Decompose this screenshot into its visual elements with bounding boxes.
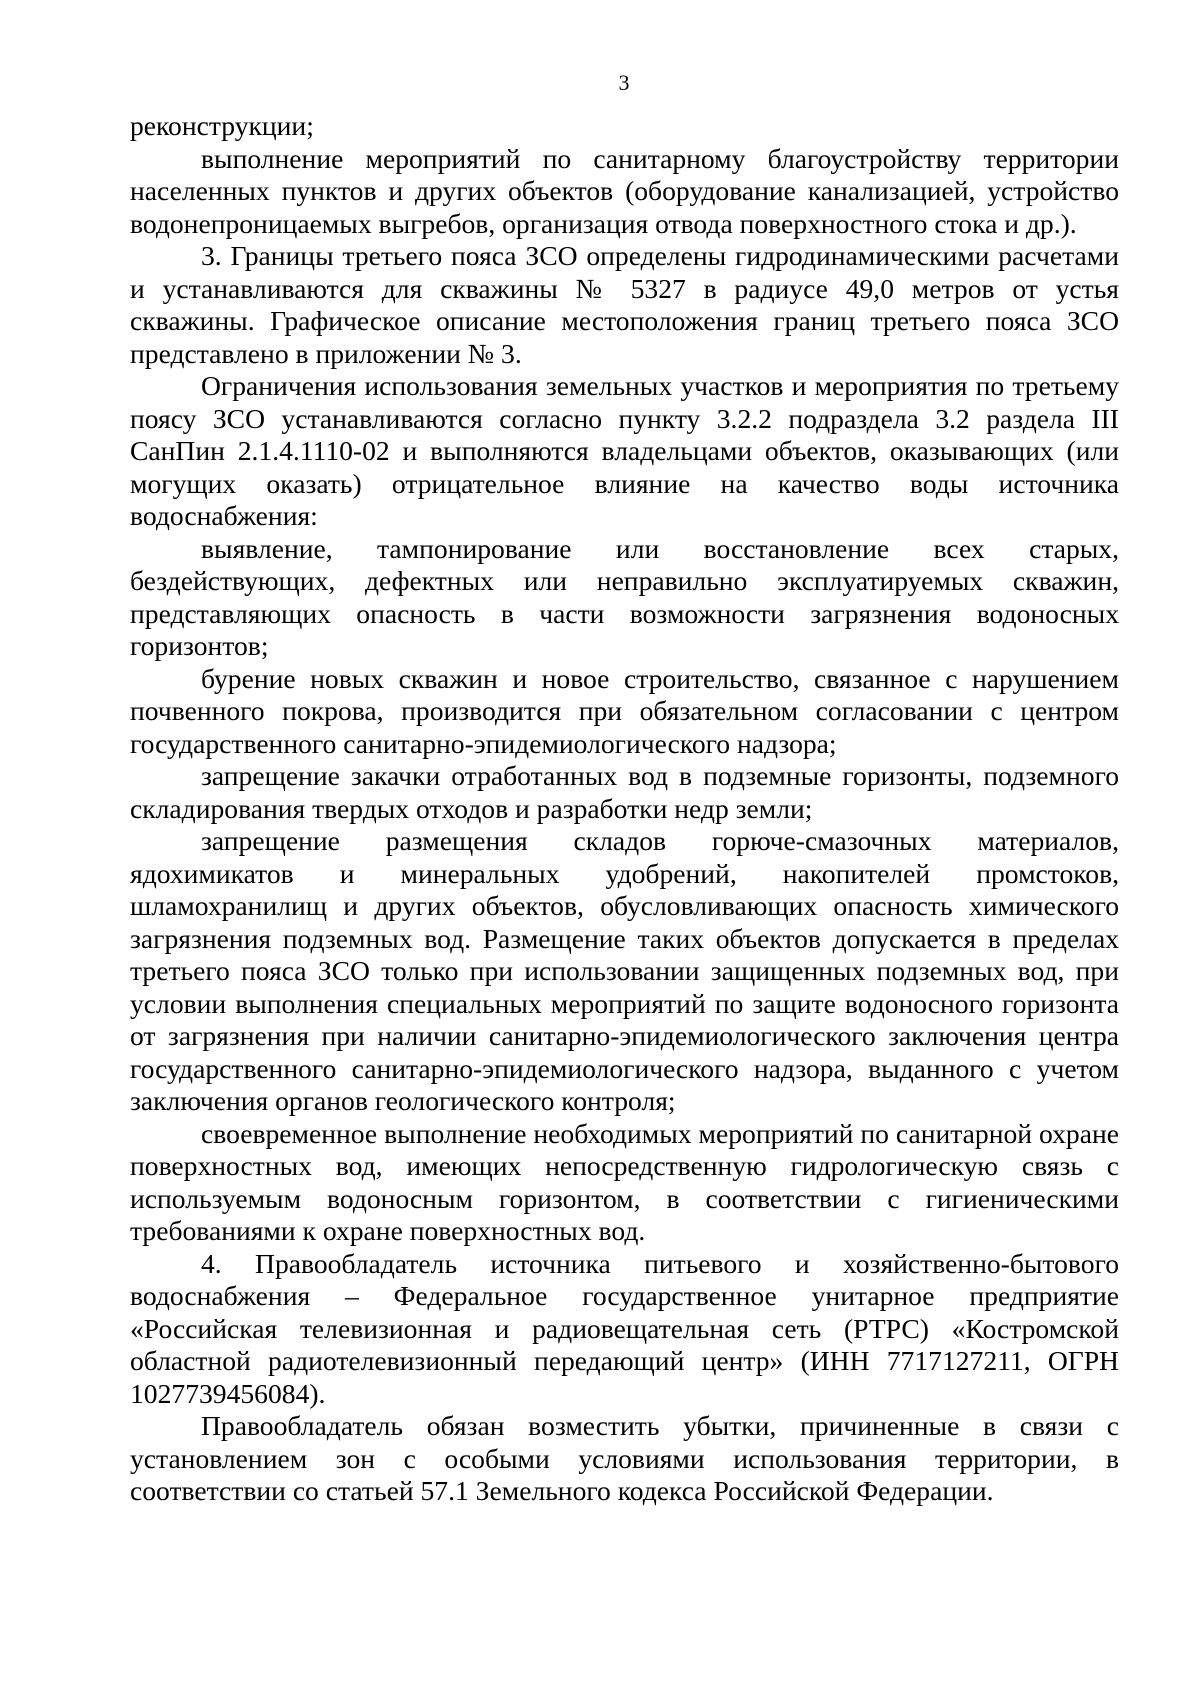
paragraph-third-belt-boundaries: 3. Границы третьего пояса ЗСО определены гидродинамическими расчетами и устанавливаются для скважины № 5327 в радиусе 49,0 метров от устья скважины. Графическое описание местоположения границ третьего пояса ЗСО представлено в приложении № 3.	[130, 240, 1119, 369]
page-number: 3	[618, 70, 630, 95]
paragraph-reconstruction: реконструкции;	[130, 110, 314, 141]
paragraph-new-drilling: бурение новых скважин и новое строительство, связанное с нарушением почвенного покрова, производится при обязательном согласовании с центром государственного санитарно-эпидемиологического надзора;	[130, 662, 1119, 759]
paragraph-right-holder: 4. Правообладатель источника питьевого и хозяйственно-бытового водоснабжения – Федеральное государственное унитарное предприятие «Российская телевизионная и радиовещательная сеть (РТРС) «Костромской областной радиотелевизионный передающий центр» (ИНН 7717127211, ОГРН 1027739456084).	[130, 1247, 1119, 1409]
paragraph-injection-ban: запрещение закачки отработанных вод в подземные горизонты, подземного складирования твердых отходов и разработки недр земли;	[130, 760, 1119, 824]
paragraph-old-wells: выявление, тампонирование или восстановление всех старых, бездействующих, дефектных или неправильно эксплуатируемых скважин, представляющих опасность в части возможности загрязнения водоносных горизонтов;	[130, 532, 1119, 661]
paragraph-storage-ban: запрещение размещения складов горюче-смазочных материалов, ядохимикатов и минеральных удобрений, накопителей промстоков, шламохранилищ и других объектов, обусловливающих опасность химического загрязнения подземных вод. Размещение таких объектов допускается в пределах третьего пояса ЗСО только при использовании защищенных подземных вод, при условии выполнения специальных мероприятий по защите водоносного горизонта от загрязнения при наличии санитарно-эпидемиологического заключения центра государственного санитарно-эпидемиологического надзора, выданного с учетом заключения органов геологического контроля;	[130, 825, 1119, 1116]
paragraph-damages-compensation: Правообладатель обязан возместить убытки, причиненные в связи с установлением зон с особыми условиями использования территории, в соответствии со статьей 57.1 Земельного кодекса Российской Федерации.	[130, 1410, 1119, 1506]
paragraph-sanitary-improvement: выполнение мероприятий по санитарному благоустройству территории населенных пунктов и других объектов (оборудование канализацией, устройство водонепроницаемых выгребов, организация отвода поверхностного стока и др.).	[130, 142, 1119, 239]
paragraph-land-use-restrictions: Ограничения использования земельных участков и мероприятия по третьему поясу ЗСО устанавливаются согласно пункту 3.2.2 подраздела 3.2 раздела III СанПин 2.1.4.1110-02 и выполняются владельцами объектов, оказывающих (или могущих оказать) отрицательное влияние на качество воды источника водоснабжения:	[130, 370, 1119, 531]
document-body	[130, 110, 1119, 1508]
paragraph-surface-water-protection: своевременное выполнение необходимых мероприятий по санитарной охране поверхностных вод, имеющих непосредственную гидрологическую связь с используемым водоносным горизонтом, в соответствии с гигиеническими требованиями к охране поверхностных вод.	[130, 1117, 1119, 1246]
